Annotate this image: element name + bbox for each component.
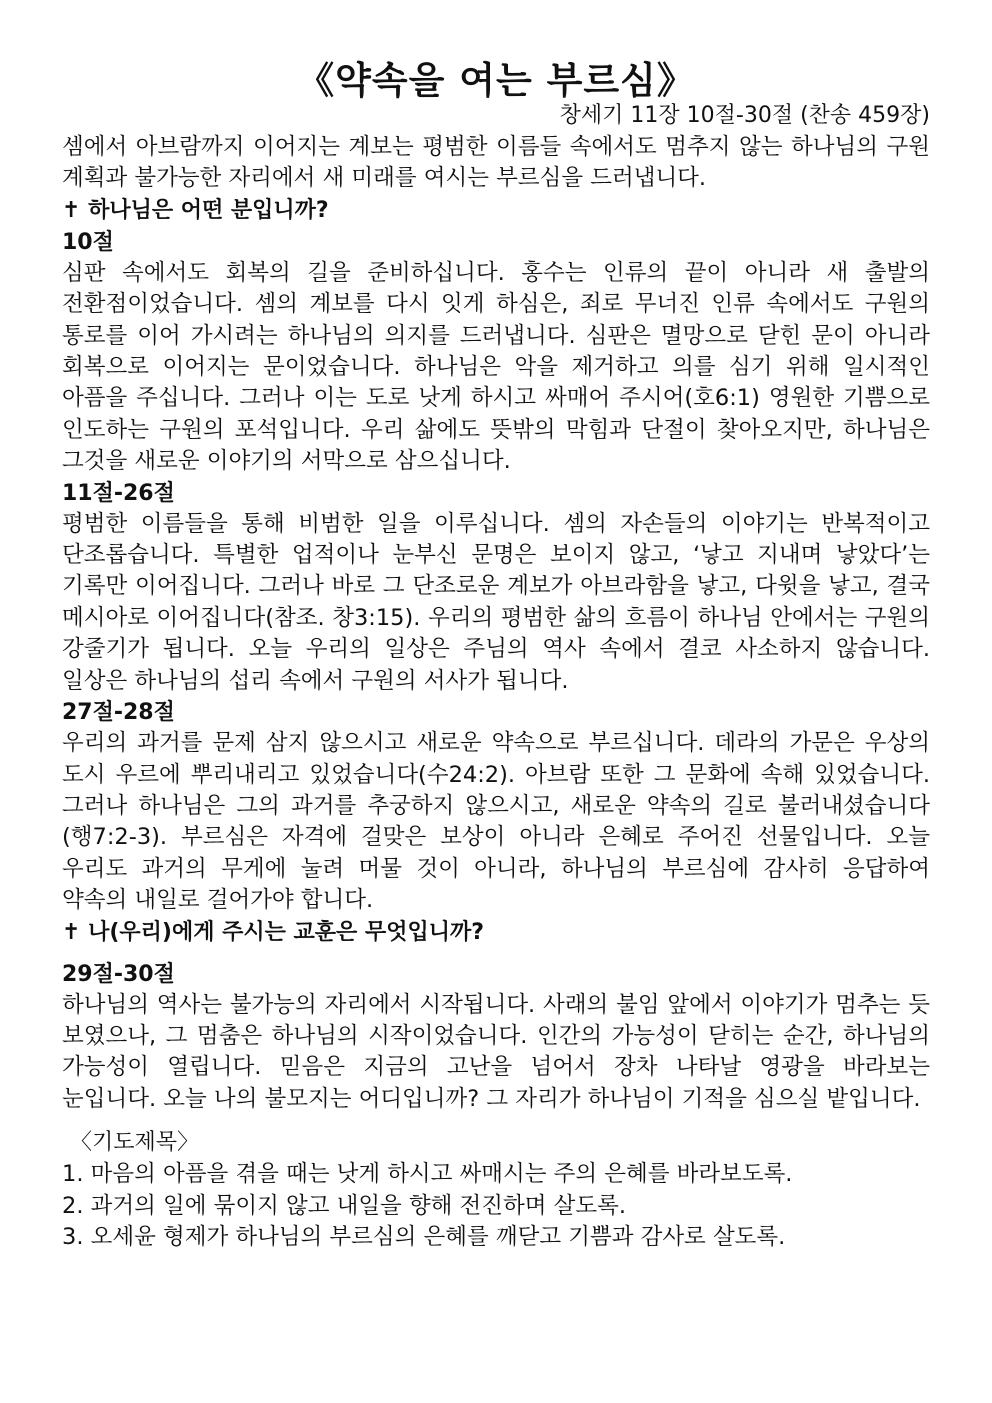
sermon-content [62, 132, 930, 1253]
verse-heading: 29절-30절 [62, 961, 175, 987]
prayer-heading: 〈기도제목〉 [70, 1130, 200, 1156]
verse-paragraph: 우리의 과거를 문제 삼지 않으시고 새로운 약속으로 부르십니다. 데라의 가문은 우상의 도시 우르에 뿌리내리고 있었습니다(수24:2). 아브람 또한 그 문화에 속해 있었습니다. 그러나 하나님은 그의 과거를 추궁하지 않으시고, 새로운 약속의 길로 불러내셨습니다(행7:2-3). 부르심은 자격에 걸맞은 보상이 아니라 은혜로 주어진 선물입니다. 오늘 우리도 과거의 무게에 눌려 머물 것이 아니라, 하나님의 부르심에 감사히 응답하여 약속의 내일로 걸어가야 합니다. [62, 730, 930, 914]
prayer-item: 1. 마음의 아픔을 겪을 때는 낫게 하시고 싸매시는 주의 은혜를 바라보도록. [62, 1161, 793, 1188]
prayer-list [62, 1159, 930, 1253]
prayer-item: 3. 오세윤 형제가 하나님의 부르심의 은혜를 깨닫고 기쁨과 감사로 살도록. [62, 1223, 786, 1250]
verse-heading: 11절-26절 [62, 480, 175, 506]
sermon-title: 《약속을 여는 부르심》 [297, 59, 695, 102]
verse-paragraph: 평범한 이름들을 통해 비범한 일을 이루십니다. 셈의 자손들의 이야기는 반복적이고 단조롭습니다. 특별한 업적이나 눈부신 문명은 보이지 않고, ‘낳고 지내며 낳았다’는 기록만 이어집니다. 그러나 바로 그 단조로운 계보가 아브라함을 낳고, 다윗을 낳고, 결국 메시아로 이어집니다(참조. 창3:15). 우리의 평범한 삶의 흐름이 하나님 안에서는 구원의 강줄기가 됩니다. 오늘 우리의 일상은 주님의 역사 속에서 결코 사소하지 않습니다. 일상은 하나님의 섭리 속에서 구원의 서사가 됩니다. [62, 510, 930, 694]
question-who-is-god: ✝ 하나님은 어떤 분입니까? [62, 197, 329, 223]
scripture-reference: 창세기 11장 10절-30절 (찬송 459장) [559, 103, 930, 128]
verse-heading: 10절 [62, 229, 114, 255]
prayer-item: 2. 과거의 일에 묶이지 않고 내일을 향해 전진하며 살도록. [62, 1192, 627, 1219]
question-lesson: ✝ 나(우리)에게 주시는 교훈은 무엇입니까? [62, 919, 484, 945]
verse-heading: 27절-28절 [62, 700, 175, 726]
verse-paragraph: 하나님의 역사는 불가능의 자리에서 시작됩니다. 사래의 불임 앞에서 이야기가 멈추는 듯 보였으나, 그 멈춤은 하나님의 시작이었습니다. 인간의 가능성이 닫히는 순간, 하나님의 가능성이 열립니다. 믿음은 지금의 고난을 넘어서 장차 나타날 영광을 바라보는 눈입니다. 오늘 나의 불모지는 어디입니까? 그 자리가 하나님이 기적을 심으실 밭입니다. [62, 991, 930, 1112]
intro-paragraph: 셈에서 아브람까지 이어지는 계보는 평범한 이름들 속에서도 멈추지 않는 하나님의 구원 계획과 불가능한 자리에서 새 미래를 여시는 부르심을 드러냅니다. [62, 134, 930, 192]
verse-paragraph: 심판 속에서도 회복의 길을 준비하십니다. 홍수는 인류의 끝이 아니라 새 출발의 전환점이었습니다. 셈의 계보를 다시 잇게 하심은, 죄로 무너진 인류 속에서도 구원의 통로를 이어 가시려는 하나님의 의지를 드러냅니다. 심판은 멸망으로 닫힌 문이 아니라 회복으로 이어지는 문이었습니다. 하나님은 악을 제거하고 의를 심기 위해 일시적인 아픔을 주십니다. 그러나 이는 도로 낫게 하시고 싸매어 주시어(호6:1) 영원한 기쁨으로 인도하는 구원의 포석입니다. 우리 삶에도 뜻밖의 막힘과 단절이 찾아오지만, 하나님은 그것을 새로운 이야기의 서막으로 삼으십니다. [62, 259, 930, 475]
